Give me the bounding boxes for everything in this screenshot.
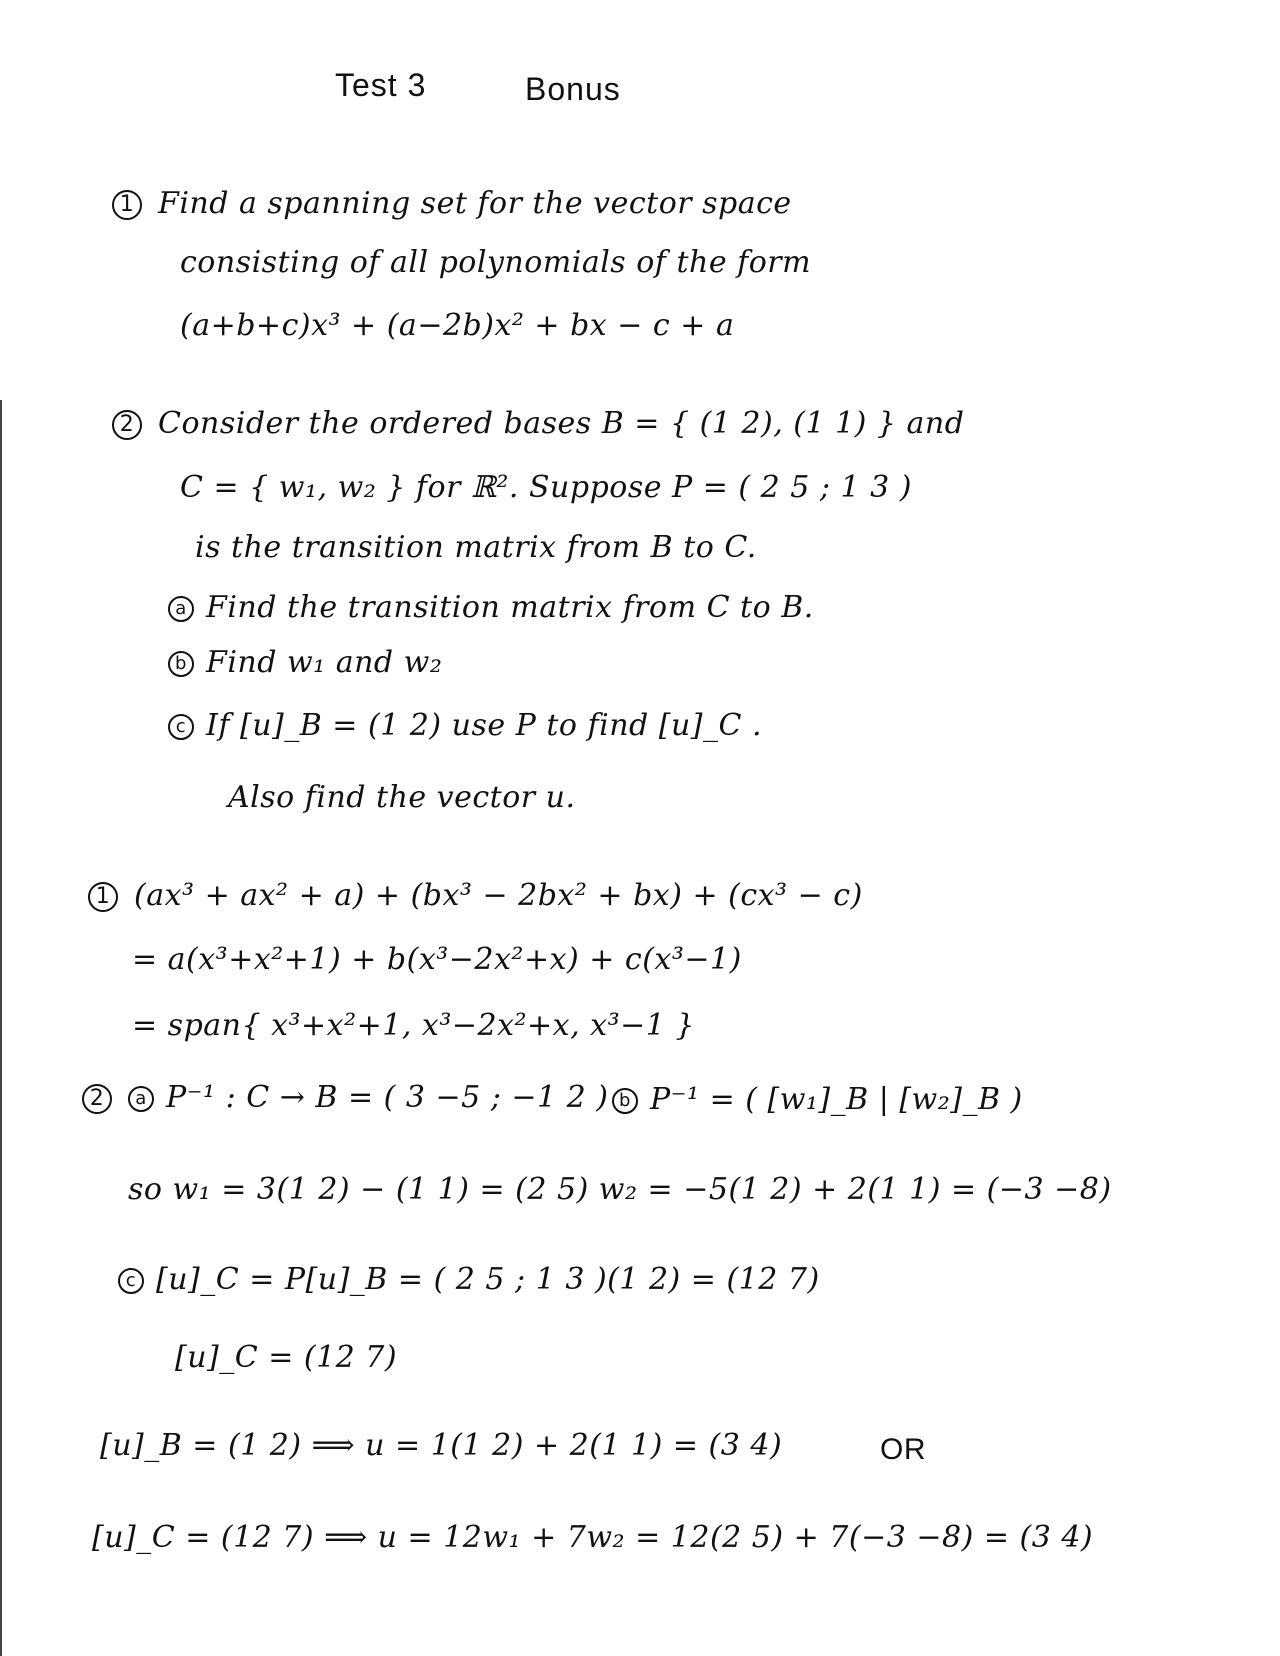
- part-c-text: If [u]_B = (1 2) use P to find [u]_C .: [206, 708, 763, 743]
- solution-2c-line-3: [u]_B = (1 2) ⟹ u = 1(1 2) + 2(1 1) = (3 4): [100, 1428, 783, 1463]
- solution-or: OR: [880, 1433, 926, 1466]
- solution-2b-label: b: [612, 1088, 638, 1114]
- problem-1-line-2: consisting of all polynomials of the form: [180, 245, 812, 280]
- problem-1-number: 1: [112, 190, 142, 220]
- solution-1-number: 1: [88, 882, 118, 912]
- part-a-text: Find the transition matrix from C to B.: [206, 590, 814, 625]
- solution-2c-label: c: [118, 1268, 144, 1294]
- bonus-title: Bonus: [525, 71, 621, 107]
- part-a-label: a: [168, 596, 194, 622]
- solution-1-line-3: = span{ x³+x²+1, x³−2x²+x, x³−1 }: [132, 1008, 695, 1043]
- problem-2-part-c: [168, 708, 762, 744]
- solution-2c-line-1: [118, 1262, 820, 1298]
- part-b-label: b: [168, 651, 194, 677]
- problem-2-text-1: Consider the ordered bases B = { (1 2), (1 1) } and: [158, 406, 965, 441]
- solution-1-line-1: [88, 878, 863, 914]
- problem-2-part-a: [168, 590, 814, 626]
- solution-2c-line-2: [u]_C = (12 7): [175, 1340, 398, 1375]
- problem-2-line-1: [112, 406, 964, 442]
- solution-2c-text-1: [u]_C = P[u]_B = ( 2 5 ; 1 3 )(1 2) = (12 7): [156, 1262, 820, 1297]
- solution-2a-line: [82, 1080, 609, 1116]
- problem-2-also: Also find the vector u.: [228, 780, 576, 815]
- problem-1-line-3: (a+b+c)x³ + (a−2b)x² + bx − c + a: [180, 308, 735, 343]
- problem-2-number: 2: [112, 410, 142, 440]
- problem-1-text-1: Find a spanning set for the vector space: [158, 186, 792, 221]
- solution-2b-line: [612, 1082, 1023, 1118]
- solution-2a-label: a: [128, 1086, 154, 1112]
- problem-2-line-3: is the transition matrix from B to C.: [195, 530, 757, 565]
- test-title: Test 3: [335, 67, 427, 103]
- solution-2b-so-line: so w₁ = 3(1 2) − (1 1) = (2 5) w₂ = −5(1 2) + 2(1 1) = (−3 −8): [128, 1172, 1112, 1207]
- problem-2-line-2: C = { w₁, w₂ } for ℝ². Suppose P = ( 2 5 ; 1 3 ): [180, 470, 913, 505]
- solution-2b-text: P⁻¹ = ( [w₁]_B | [w₂]_B ): [650, 1082, 1023, 1117]
- problem-2-part-b: [168, 645, 442, 681]
- solution-2a-text: P⁻¹ : C → B = ( 3 −5 ; −1 2 ): [166, 1080, 609, 1115]
- solution-1-text-1: (ax³ + ax² + a) + (bx³ − 2bx² + bx) + (cx³ − c): [134, 878, 863, 913]
- solution-2-number: 2: [82, 1084, 112, 1114]
- scan-edge: [0, 400, 2, 1656]
- solution-2c-line-4: [u]_C = (12 7) ⟹ u = 12w₁ + 7w₂ = 12(2 5) + 7(−3 −8) = (3 4): [92, 1520, 1094, 1555]
- part-c-label: c: [168, 714, 194, 740]
- problem-1-line-1: [112, 186, 792, 222]
- part-b-text: Find w₁ and w₂: [206, 645, 443, 680]
- solution-1-line-2: = a(x³+x²+1) + b(x³−2x²+x) + c(x³−1): [132, 942, 742, 977]
